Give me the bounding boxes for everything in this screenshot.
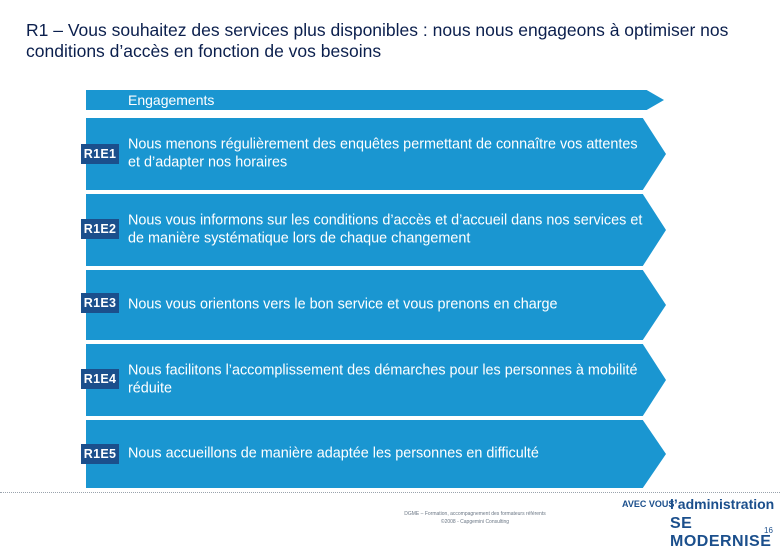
logo-line-2: SE MODERNISE [670,515,772,550]
footer-line-2: ©2008 - Capgemini Consulting [440,519,510,525]
administration-logo [620,496,775,550]
footer-line-1: DGME – Formation, accompagnement des formateurs référents [404,511,546,517]
engagement-row [86,420,666,488]
logo-line-1: l’administration [670,496,775,512]
engagement-text: Nous menons régulièrement des enquêtes permettant de connaître vos attentes et d’adapter nos horaires [128,136,638,170]
footer-divider [0,492,780,493]
engagement-text: Nous vous orientons vers le bon service et vous prenons en charge [128,296,558,313]
engagement-code: R1E3 [81,293,119,313]
engagement-row [86,344,666,416]
header-label: Engagements [128,92,215,108]
logo-tagline: AVEC VOUS [622,499,675,509]
footer-credits [330,510,620,526]
engagement-text: Nous accueillons de manière adaptée les personnes en difficulté [128,445,539,462]
engagement-code: R1E5 [81,444,119,464]
page-number: 16 [764,526,773,535]
engagement-code: R1E4 [81,369,119,389]
slide-title: R1 – Vous souhaitez des services plus disponibles : nous nous engageons à optimiser nos conditions d’accès en fonction de vos besoins [26,20,729,61]
engagement-row [86,270,666,340]
engagement-code: R1E2 [81,219,119,239]
engagement-text: Nous facilitons l’accomplissement des démarches pour les personnes à mobilité réduite [128,362,638,396]
engagement-row [86,118,666,190]
engagement-code: R1E1 [81,144,119,164]
engagement-row [86,194,666,266]
engagement-text: Nous vous informons sur les conditions d’accès et d’accueil dans nos services et de manière systématique lors de chaque changement [128,212,643,246]
